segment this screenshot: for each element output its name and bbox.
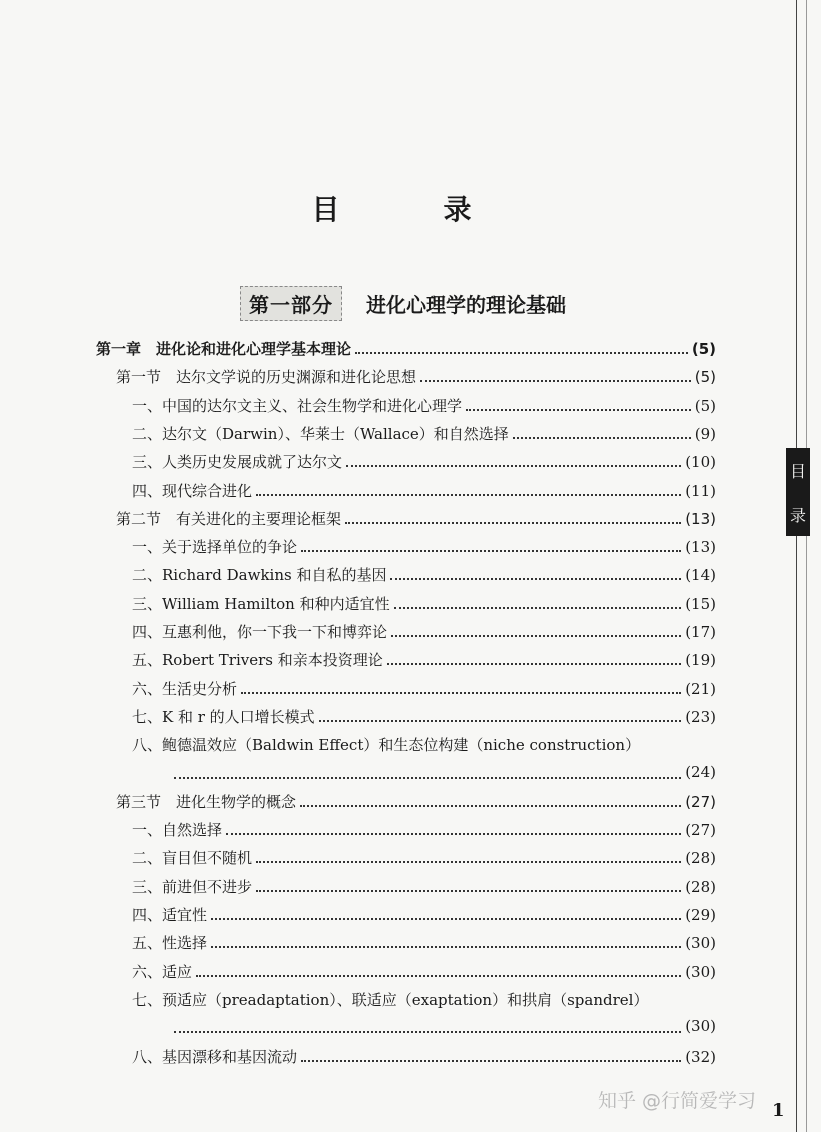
- toc-page-number: (21): [685, 679, 716, 698]
- page-number: 1: [772, 1100, 785, 1121]
- toc-entry: [96, 338, 716, 362]
- dot-leader: [211, 918, 681, 920]
- toc-entry-label: 一、关于选择单位的争论: [132, 538, 298, 557]
- toc-page-number: (10): [685, 453, 716, 472]
- toc-entry: [132, 536, 716, 560]
- dot-leader: [345, 522, 681, 524]
- watermark: 知乎 @行简爱学习: [598, 1090, 757, 1112]
- toc-entry-label: 三、人类历史发展成就了达尔文: [132, 453, 343, 472]
- toc-page-number: (14): [685, 566, 716, 585]
- toc-entry: [116, 366, 716, 390]
- toc-entry-label: 六、适应: [132, 962, 193, 981]
- toc-page-number: (28): [685, 877, 716, 896]
- dot-leader: [211, 946, 681, 948]
- toc-entry: [116, 791, 716, 815]
- page-edge-line: [806, 0, 807, 1132]
- toc-entry-label: 八、鲍德温效应（Baldwin Effect）和生态位构建（niche construction）: [132, 736, 641, 755]
- toc-page-number: (30): [685, 962, 716, 981]
- toc-entry-label: 一、中国的达尔文主义、社会生物学和进化心理学: [132, 396, 463, 415]
- dot-leader: [256, 494, 681, 496]
- toc-entry: [132, 876, 716, 900]
- toc-entry: [132, 395, 716, 419]
- toc-entry: [132, 423, 716, 447]
- toc-page-number: (24): [685, 762, 716, 781]
- toc-page-number: (13): [685, 538, 716, 557]
- page-edge-line: [796, 0, 797, 1132]
- toc-entry-label: 八、基因漂移和基因流动: [132, 1047, 298, 1066]
- toc-entry-label: 六、生活史分析: [132, 679, 238, 698]
- toc-entry: [132, 706, 716, 730]
- side-tab-char: 录: [789, 505, 806, 525]
- toc-entry: [132, 847, 716, 871]
- toc-entry-label: 四、互惠利他，你一下我一下和博弈论: [132, 623, 388, 641]
- toc-entry-continuation: [174, 1017, 716, 1041]
- toc-entry-label: 五、性选择: [132, 934, 208, 953]
- dot-leader: [301, 550, 681, 552]
- toc-entry: [132, 961, 716, 985]
- toc-entry: [132, 593, 716, 617]
- dot-leader: [256, 861, 681, 863]
- page-title: 目 录: [311, 193, 510, 226]
- toc-entry-continuation: [174, 763, 716, 787]
- toc-entry-label: 二、Richard Dawkins 和自私的基因: [132, 566, 387, 585]
- toc-entry-label: 一、自然选择: [132, 821, 223, 840]
- toc-entry: [116, 508, 716, 532]
- dot-leader: [319, 720, 682, 722]
- toc-entry-label: 四、适宜性: [132, 906, 208, 924]
- toc-entry: [132, 932, 716, 956]
- toc-page-number: (17): [685, 623, 716, 641]
- toc-page-number: (15): [685, 594, 716, 613]
- toc-page-number: (32): [685, 1047, 716, 1066]
- toc-entry-label: 三、前进但不进步: [132, 877, 253, 896]
- toc-page-number: (5): [694, 396, 716, 415]
- dot-leader: [241, 692, 681, 694]
- dot-leader: [390, 578, 681, 580]
- toc-page-number: (13): [685, 509, 716, 528]
- toc-entry: [132, 1046, 716, 1070]
- dot-leader: [174, 777, 681, 779]
- toc-page-number: (27): [685, 821, 716, 840]
- dot-leader: [394, 607, 682, 609]
- toc-entry-label: 七、K 和 r 的人口增长模式: [132, 707, 315, 726]
- dot-leader: [196, 975, 681, 977]
- toc-entry: [132, 480, 716, 504]
- toc-entry-label: 第二节 有关进化的主要理论框架: [116, 509, 342, 528]
- toc-entry-label: 四、现代综合进化: [132, 481, 253, 500]
- dot-leader: [420, 380, 691, 382]
- toc-page-number: (23): [685, 707, 716, 726]
- dot-leader: [300, 805, 681, 807]
- toc-entry-label: 五、Robert Trivers 和亲本投资理论: [132, 651, 383, 670]
- toc-entry: [132, 819, 716, 843]
- toc-page-number: (29): [685, 906, 716, 924]
- toc-entry: [132, 678, 716, 702]
- toc-page-number: (5): [694, 368, 716, 387]
- dot-leader: [513, 437, 691, 439]
- dot-leader: [387, 663, 681, 665]
- part-title: 进化心理学的理论基础: [366, 292, 566, 317]
- dot-leader: [355, 352, 688, 354]
- toc-entry: [132, 734, 640, 758]
- toc-page-number: (30): [685, 934, 716, 953]
- toc-entry: [132, 904, 716, 928]
- dot-leader: [466, 409, 691, 411]
- dot-leader: [256, 890, 681, 892]
- toc-entry: [132, 564, 716, 588]
- toc-entry-label: 第一章 进化论和进化心理学基本理论: [96, 340, 352, 358]
- part-heading: [240, 285, 566, 321]
- toc-entry: [132, 621, 716, 645]
- toc-page-number: (11): [685, 481, 716, 500]
- toc-entry: [132, 989, 648, 1013]
- toc-entry-label: 二、盲目但不随机: [132, 849, 253, 868]
- toc-entry-label: 三、William Hamilton 和种内适宜性: [132, 594, 390, 613]
- toc-entry-label: 二、达尔文（Darwin）、华莱士（Wallace）和自然选择: [132, 424, 509, 443]
- toc-page-number: (27): [685, 792, 716, 811]
- dot-leader: [174, 1031, 681, 1033]
- toc-page-number: (28): [685, 849, 716, 868]
- toc-entry-label: 第三节 进化生物学的概念: [116, 792, 297, 811]
- toc-page-number: (19): [685, 651, 716, 670]
- side-tab-char: 目: [789, 461, 806, 481]
- dot-leader: [346, 465, 681, 467]
- toc-entry: [132, 451, 716, 475]
- part-label: 第一部分: [240, 286, 342, 321]
- dot-leader: [301, 1060, 681, 1062]
- toc-page-number: (9): [694, 424, 716, 443]
- toc-entry: [132, 649, 716, 673]
- toc-entry-label: 第一节 达尔文学说的历史渊源和进化论思想: [116, 368, 417, 387]
- toc-page-number: (5): [691, 340, 716, 358]
- toc-page-number: (30): [685, 1017, 716, 1036]
- dot-leader: [226, 833, 681, 835]
- dot-leader: [391, 635, 681, 637]
- side-thumb-tab: [786, 448, 810, 536]
- toc-entry-label: 七、预适应（preadaptation）、联适应（exaptation）和拱肩（spandrel）: [132, 990, 649, 1009]
